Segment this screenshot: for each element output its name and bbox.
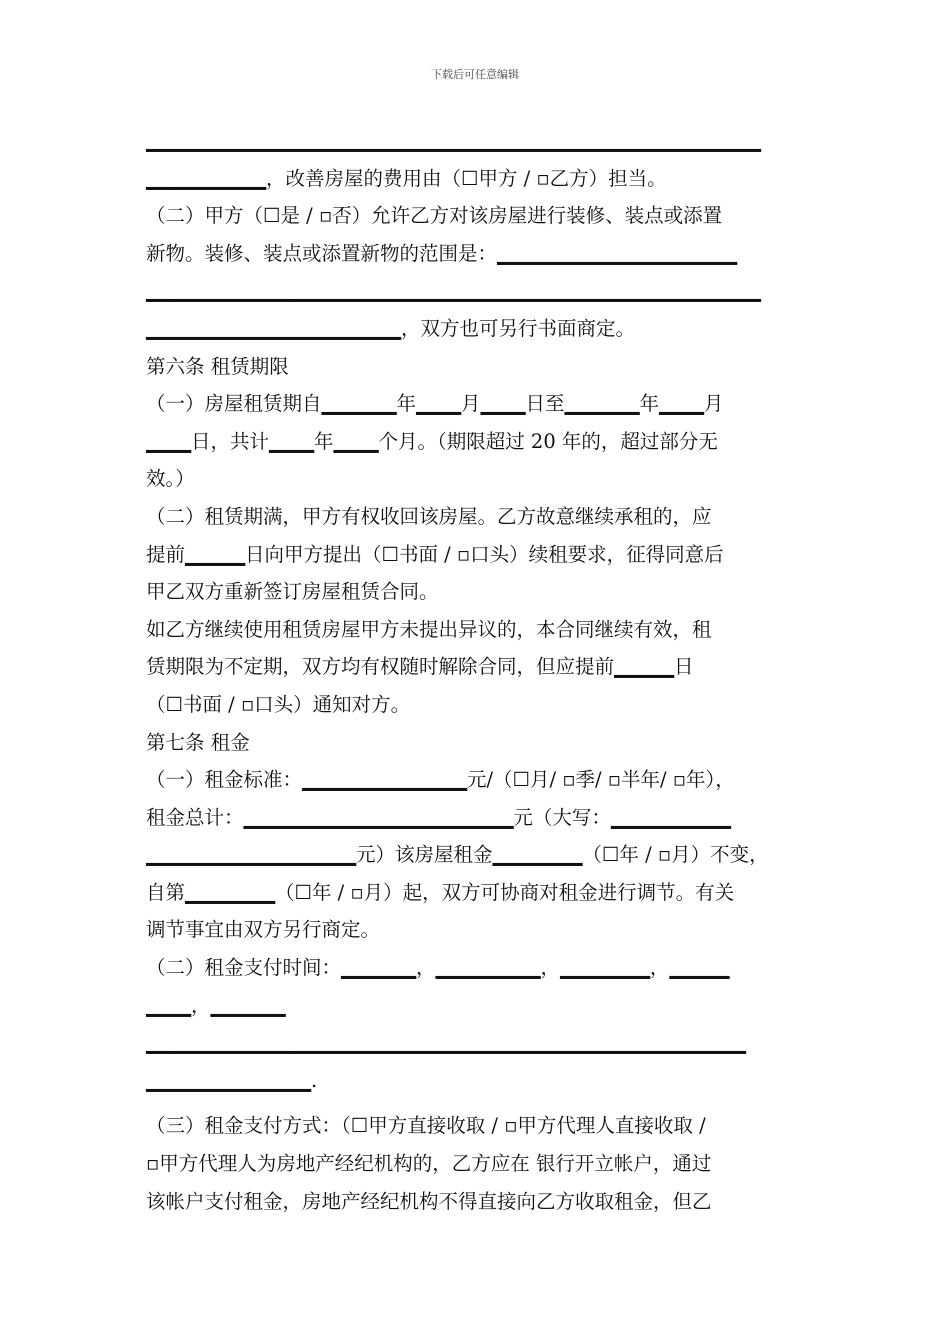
text-line: ▁▁▁日，共计▁▁▁年▁▁▁个月。（期限超过 20 年的，超过部分无 [146,429,718,453]
text-line: ▁▁▁▁▁▁▁▁▁▁▁▁▁▁▁▁▁▁▁▁▁▁▁▁▁▁▁▁▁▁▁▁▁▁▁▁▁▁▁▁▁ [146,129,761,152]
text-line: （二）租金支付时间：▁▁▁▁▁，▁▁▁▁▁▁▁，▁▁▁▁▁▁，▁▁▁▁ [146,956,730,980]
text-line: 赁期限为不定期，双方均有权随时解除合同，但应提前▁▁▁▁日 [146,655,694,679]
text-line: ▁▁▁▁▁▁▁▁，改善房屋的费用由（☐甲方 / ▫乙方）担当。 [146,166,667,190]
text-line: ▁▁▁▁▁▁▁▁▁▁▁▁▁▁▁▁▁▁▁▁▁▁▁▁▁▁▁▁▁▁▁▁▁▁▁▁▁▁▁▁ [146,1031,746,1055]
text-line: 甲乙双方重新签订房屋租赁合同。 [146,580,439,604]
text-line: ▫甲方代理人为房地产经纪机构的，乙方应在 银行开立帐户，通过 [146,1152,712,1176]
text-line: 该帐户支付租金，房地产经纪机构不得直接向乙方收取租金，但乙 [146,1189,712,1213]
page-header-note: 下载后可任意编辑 [431,68,519,81]
text-line: 如乙方继续使用租赁房屋甲方未提出异议的，本合同继续有效，租 [146,617,712,641]
text-line: （二）租赁期满，甲方有权收回该房屋。乙方故意继续承租的，应 [146,504,712,528]
text-line: 提前▁▁▁▁日向甲方提出（☐书面 / ▫口头）续租要求，征得同意后 [146,542,724,566]
section-heading: 第七条 租金 [146,730,250,754]
text-line: ▁▁▁▁▁▁▁▁▁▁▁▁▁▁元）该房屋租金▁▁▁▁▁▁（☐年 / ▫月）不变， [146,843,769,867]
text-line: （二）甲方（☐是 / ▫否）允许乙方对该房屋进行装修、装点或添置 [146,204,723,228]
text-line: （☐书面 / ▫口头）通知对方。 [146,692,411,716]
text-line: ▁▁▁，▁▁▁▁▁ [146,993,286,1017]
text-line: ▁▁▁▁▁▁▁▁▁▁▁▁▁▁▁▁▁，双方也可另行书面商定。 [146,316,635,340]
text-line: （一）房屋租赁期自▁▁▁▁▁年▁▁▁月▁▁▁日至▁▁▁▁▁年▁▁▁月 [146,392,724,416]
text-line: 调节事宜由双方另行商定。 [146,918,381,942]
text-line: （一）租金标准：▁▁▁▁▁▁▁▁▁▁▁元/（☐月/ ▫季/ ▫半年/ ▫年）， [146,768,735,792]
text-line: （三）租金支付方式：（☐甲方直接收取 / ▫甲方代理人直接收取 / [146,1114,706,1138]
contract-body [146,122,806,1220]
text-line: ▁▁▁▁▁▁▁▁▁▁▁▁▁▁▁▁▁▁▁▁▁▁▁▁▁▁▁▁▁▁▁▁▁▁▁▁▁▁▁▁▁ [146,279,761,303]
text-line: ▁▁▁▁▁▁▁▁▁▁▁. [146,1068,318,1092]
text-line: 自第▁▁▁▁▁▁（☐年 / ▫月）起，双方可协商对租金进行调节。有关 [146,880,735,904]
section-heading: 第六条 租赁期限 [146,354,289,378]
text-line: 租金总计：▁▁▁▁▁▁▁▁▁▁▁▁▁▁▁▁▁▁元（大写：▁▁▁▁▁▁▁▁ [146,805,731,829]
text-line: 效。） [146,467,195,491]
text-line: 新物。装修、装点或添置新物的范围是：▁▁▁▁▁▁▁▁▁▁▁▁▁▁▁▁ [146,241,737,265]
